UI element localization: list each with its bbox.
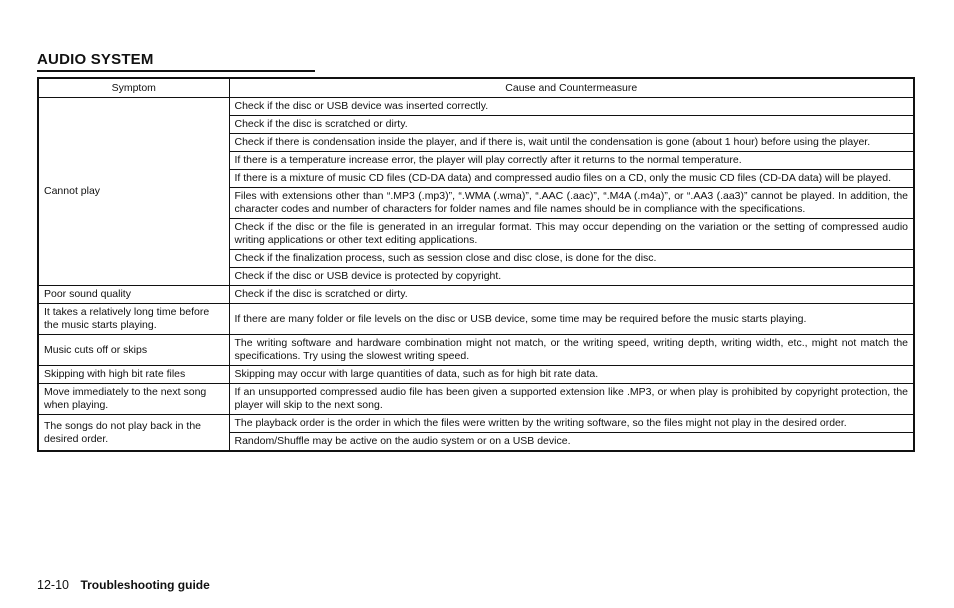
cause-cell: Check if the finalization process, such as session close and disc close, is done for the disc. (229, 250, 914, 268)
symptom-cell: It takes a relatively long time before the music starts playing. (38, 304, 229, 335)
cause-cell: The playback order is the order in which the files were written by the writing software, so the files might not play in the desired order. (229, 415, 914, 433)
table-row (38, 384, 914, 415)
page-footer (37, 578, 210, 592)
cause-cell: Random/Shuffle may be active on the audio system or on a USB device. (229, 433, 914, 452)
table-row (38, 366, 914, 384)
cause-cell: The writing software and hardware combination might not match, or the writing speed, writing depth, writing width, etc., might not match the specifications. Try using the slowest writing speed. (229, 335, 914, 366)
cause-cell: Check if the disc is scratched or dirty. (229, 116, 914, 134)
table-row (38, 304, 914, 335)
cause-cell: If there are many folder or file levels on the disc or USB device, some time may be required before the music starts playing. (229, 304, 914, 335)
symptom-cell: Move immediately to the next song when playing. (38, 384, 229, 415)
cause-cell: Skipping may occur with large quantities of data, such as for high bit rate data. (229, 366, 914, 384)
table-row (38, 286, 914, 304)
cause-cell: Check if the disc is scratched or dirty. (229, 286, 914, 304)
symptom-cell: Cannot play (38, 98, 229, 286)
cause-cell: Check if the disc or the file is generated in an irregular format. This may occur depending on the variation or the setting of compressed audio writing applications or other text editing applications. (229, 219, 914, 250)
cause-header: Cause and Countermeasure (229, 78, 914, 98)
table-row (38, 335, 914, 366)
cause-cell: Files with extensions other than “.MP3 (.mp3)”, “.WMA (.wma)”, “.AAC (.aac)”, “.M4A (.m4a)”, or “.AA3 (.aa3)” cannot be played. In addition, the character codes and number of characters for folder names and file names should be in compliance with the specifications. (229, 188, 914, 219)
symptom-header: Symptom (38, 78, 229, 98)
table-row (38, 98, 914, 116)
section-title: AUDIO SYSTEM (37, 51, 154, 68)
cause-cell: If there is a mixture of music CD files (CD-DA data) and compressed audio files on a CD, only the music CD files (CD-DA data) will be played. (229, 170, 914, 188)
cause-cell: If there is a temperature increase error, the player will play correctly after it returns to the normal temperature. (229, 152, 914, 170)
symptom-cell: Skipping with high bit rate files (38, 366, 229, 384)
footer-section-name: Troubleshooting guide (80, 578, 210, 592)
symptom-cell: Poor sound quality (38, 286, 229, 304)
table-header-row (38, 78, 914, 98)
cause-cell: If an unsupported compressed audio file has been given a supported extension like .MP3, or when play is prohibited by copyright protection, the player will skip to the next song. (229, 384, 914, 415)
symptom-cell: The songs do not play back in the desired order. (38, 415, 229, 452)
table-body (38, 98, 914, 452)
cause-cell: Check if the disc or USB device was inserted correctly. (229, 98, 914, 116)
symptom-cell: Music cuts off or skips (38, 335, 229, 366)
title-rule (37, 70, 315, 72)
troubleshooting-table (37, 77, 915, 452)
cause-cell: Check if there is condensation inside the player, and if there is, wait until the condensation is gone (about 1 hour) before using the player. (229, 134, 914, 152)
cause-cell: Check if the disc or USB device is protected by copyright. (229, 268, 914, 286)
page-number: 12-10 (37, 578, 69, 592)
table-row (38, 415, 914, 433)
